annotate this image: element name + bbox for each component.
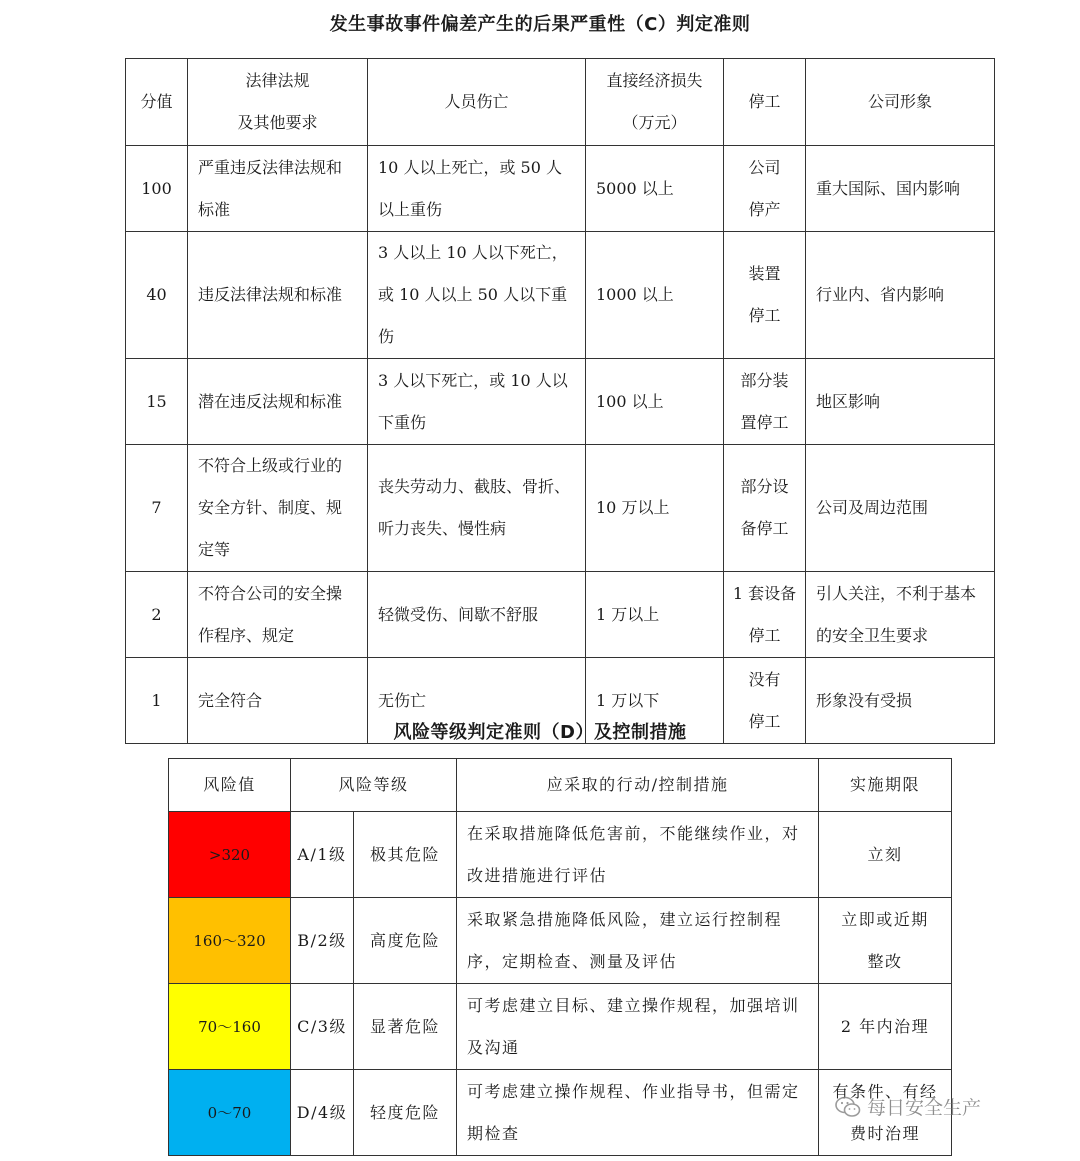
risk-code-cell: C/3级 bbox=[291, 984, 354, 1070]
table-row bbox=[126, 359, 995, 445]
loss-cell: 100 以上 bbox=[586, 359, 724, 445]
risk-value-cell: 160～320 bbox=[169, 898, 291, 984]
table-row bbox=[169, 898, 952, 984]
loss-cell: 5000 以上 bbox=[586, 146, 724, 232]
risk-code-cell: A/1级 bbox=[291, 812, 354, 898]
watermark bbox=[835, 1093, 981, 1120]
table-header-row bbox=[126, 59, 995, 146]
action-cell: 可考虑建立操作规程、作业指导书，但需定期检查 bbox=[457, 1070, 819, 1156]
header-cell: 法律法规 及其他要求 bbox=[188, 59, 368, 146]
image-cell: 形象没有受损 bbox=[806, 658, 995, 744]
casualty-cell: 3 人以上 10 人以下死亡，或 10 人以上 50 人以下重伤 bbox=[368, 232, 586, 359]
header-cell: 公司形象 bbox=[806, 59, 995, 146]
score-cell: 40 bbox=[126, 232, 188, 359]
stoppage-cell: 装置 停工 bbox=[724, 232, 806, 359]
wechat-icon bbox=[835, 1096, 861, 1118]
stoppage-cell: 公司 停产 bbox=[724, 146, 806, 232]
law-cell: 不符合上级或行业的安全方针、制度、规定等 bbox=[188, 445, 368, 572]
risk-code-cell: B/2级 bbox=[291, 898, 354, 984]
loss-cell: 1 万以上 bbox=[586, 572, 724, 658]
table-row bbox=[169, 812, 952, 898]
image-cell: 地区影响 bbox=[806, 359, 995, 445]
risk-value-cell: 70～160 bbox=[169, 984, 291, 1070]
header-cell: 实施期限 bbox=[819, 759, 952, 812]
risk-level-cell: 高度危险 bbox=[354, 898, 457, 984]
page-title: 发生事故事件偏差产生的后果严重性（C）判定准则 bbox=[329, 14, 751, 35]
action-cell: 可考虑建立目标、建立操作规程，加强培训及沟通 bbox=[457, 984, 819, 1070]
action-cell: 采取紧急措施降低风险，建立运行控制程序，定期检查、测量及评估 bbox=[457, 898, 819, 984]
law-cell: 违反法律法规和标准 bbox=[188, 232, 368, 359]
law-cell: 严重违反法律法规和标准 bbox=[188, 146, 368, 232]
risk-value-cell: >320 bbox=[169, 812, 291, 898]
risk-level-cell: 轻度危险 bbox=[354, 1070, 457, 1156]
image-cell: 引人关注，不利于基本的安全卫生要求 bbox=[806, 572, 995, 658]
risk-level-cell: 显著危险 bbox=[354, 984, 457, 1070]
deadline-cell: 立即或近期 整改 bbox=[819, 898, 952, 984]
deadline-cell: 立刻 bbox=[819, 812, 952, 898]
image-cell: 重大国际、国内影响 bbox=[806, 146, 995, 232]
section-title: 风险等级判定准则（D）及控制措施 bbox=[393, 722, 687, 743]
stoppage-cell: 没有 停工 bbox=[724, 658, 806, 744]
header-cell: 应采取的行动/控制措施 bbox=[457, 759, 819, 812]
deadline-cell: 有条件、有经 费时治理 bbox=[819, 1070, 952, 1156]
header-cell: 分值 bbox=[126, 59, 188, 146]
casualty-cell: 10 人以上死亡，或 50 人以上重伤 bbox=[368, 146, 586, 232]
casualty-cell: 轻微受伤、间歇不舒服 bbox=[368, 572, 586, 658]
header-cell: 停工 bbox=[724, 59, 806, 146]
header-cell: 直接经济损失 （万元） bbox=[586, 59, 724, 146]
loss-cell: 1000 以上 bbox=[586, 232, 724, 359]
score-cell: 1 bbox=[126, 658, 188, 744]
risk-value-cell: 0～70 bbox=[169, 1070, 291, 1156]
law-cell: 不符合公司的安全操作程序、规定 bbox=[188, 572, 368, 658]
stoppage-cell: 部分装 置停工 bbox=[724, 359, 806, 445]
action-cell: 在采取措施降低危害前，不能继续作业，对改进措施进行评估 bbox=[457, 812, 819, 898]
table-header-row bbox=[169, 759, 952, 812]
law-cell: 潜在违反法规和标准 bbox=[188, 359, 368, 445]
risk-level-cell: 极其危险 bbox=[354, 812, 457, 898]
score-cell: 15 bbox=[126, 359, 188, 445]
risk-code-cell: D/4级 bbox=[291, 1070, 354, 1156]
casualty-cell: 3 人以下死亡，或 10 人以下重伤 bbox=[368, 359, 586, 445]
table-row bbox=[169, 984, 952, 1070]
loss-cell: 10 万以上 bbox=[586, 445, 724, 572]
stoppage-cell: 部分设 备停工 bbox=[724, 445, 806, 572]
header-cell: 人员伤亡 bbox=[368, 59, 586, 146]
table-row bbox=[126, 445, 995, 572]
law-cell: 完全符合 bbox=[188, 658, 368, 744]
severity-criteria-table bbox=[125, 58, 995, 744]
table-row bbox=[126, 146, 995, 232]
casualty-cell: 丧失劳动力、截肢、骨折、听力丧失、慢性病 bbox=[368, 445, 586, 572]
score-cell: 7 bbox=[126, 445, 188, 572]
watermark-text: 每日安全生产 bbox=[867, 1097, 982, 1119]
image-cell: 行业内、省内影响 bbox=[806, 232, 995, 359]
loss-cell: 1 万以下 bbox=[586, 658, 724, 744]
deadline-cell: 2 年内治理 bbox=[819, 984, 952, 1070]
image-cell: 公司及周边范围 bbox=[806, 445, 995, 572]
table-row bbox=[126, 232, 995, 359]
score-cell: 2 bbox=[126, 572, 188, 658]
header-cell: 风险等级 bbox=[291, 759, 457, 812]
stoppage-cell: 1 套设备 停工 bbox=[724, 572, 806, 658]
header-cell: 风险值 bbox=[169, 759, 291, 812]
casualty-cell: 无伤亡 bbox=[368, 658, 586, 744]
score-cell: 100 bbox=[126, 146, 188, 232]
table-row bbox=[126, 572, 995, 658]
